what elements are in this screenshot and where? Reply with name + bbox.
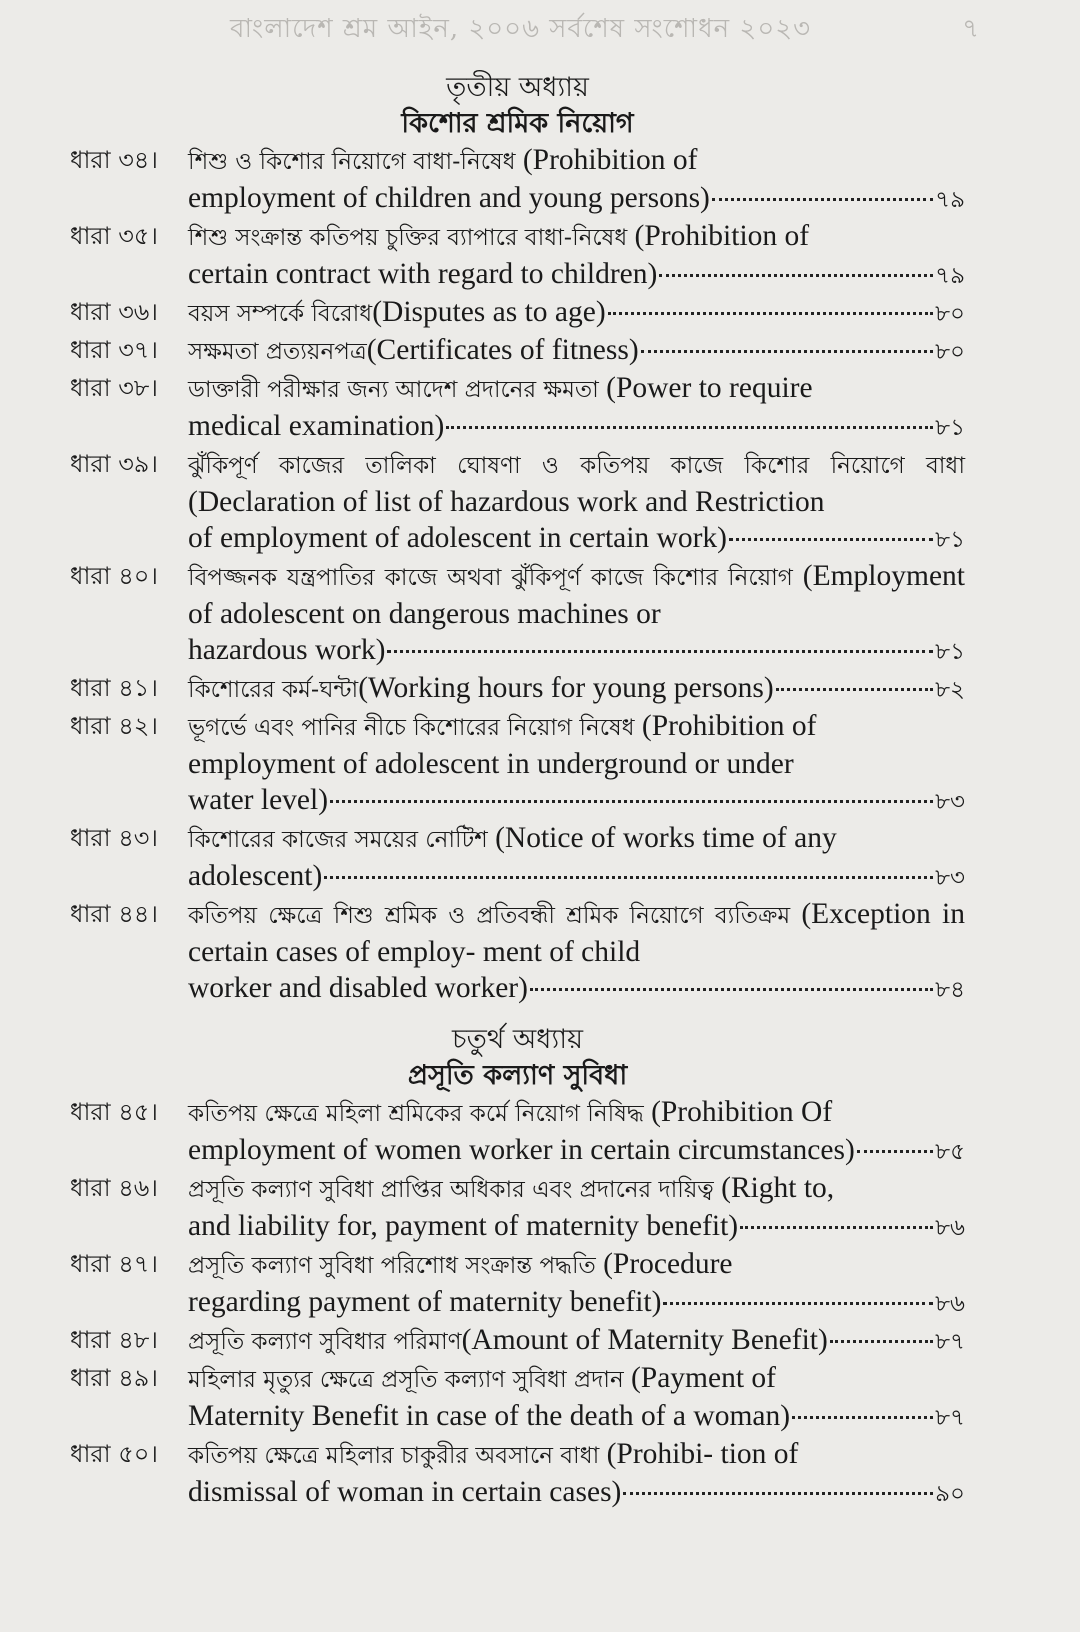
entry-first-line — [188, 1170, 965, 1208]
section-number: ধারা ৪৪। — [70, 900, 158, 928]
section-number: ধারা ৪১। — [70, 674, 158, 702]
entry-bengali-title: মহিলার মৃত্যুর ক্ষেত্রে প্রসূতি কল্যাণ সুবিধা প্রদান — [188, 1367, 631, 1393]
entry-last-line — [188, 1284, 965, 1322]
chapter-4-entries — [70, 1094, 965, 1512]
entry-text — [188, 1360, 965, 1436]
entry-line: regarding payment of maternity benefit) — [188, 1286, 662, 1318]
entry-last-line — [188, 782, 965, 820]
toc-entry — [70, 446, 965, 558]
chapter-3-title: কিশোর শ্রমিক নিয়োগ — [401, 108, 634, 139]
dot-leader — [387, 650, 933, 653]
entry-bengali-title: শিশু সংক্রান্ত কতিপয় চুক্তির ব্যাপারে বাধা-নিষেধ — [188, 225, 635, 251]
entry-bengali-title: প্রসূতি কল্যাণ সুবিধার পরিমাণ — [188, 1329, 462, 1355]
page-number: ৭৯ — [935, 187, 965, 213]
entry-last-line — [188, 1208, 965, 1246]
dot-leader — [659, 274, 933, 277]
entry-last-line — [188, 180, 965, 218]
entry-bengali-title: সক্ষমতা প্রত্যয়নপত্র — [188, 339, 367, 365]
entry-line: employment of adolescent in underground or under — [188, 748, 794, 780]
dot-leader — [830, 1340, 933, 1343]
entry-line: dismissal of woman in certain cases) — [188, 1476, 622, 1508]
section-number: ধারা ৩৬। — [70, 298, 158, 326]
page-number: ৮৫ — [935, 1139, 965, 1165]
page-number: ৮৬ — [935, 1291, 965, 1317]
entry-first-line — [188, 1094, 965, 1132]
entry-last-line — [188, 1474, 965, 1512]
entry-bengali-title: ভূগর্ভে এবং পানির নীচে কিশোরের নিয়োগ নিষেধ — [188, 715, 642, 741]
entry-last-line — [188, 970, 965, 1008]
entry-last-line — [188, 1132, 965, 1170]
section-number: ধারা ৩৪। — [70, 146, 158, 174]
entry-last-line — [188, 670, 965, 708]
entry-text — [188, 294, 965, 332]
entry-text — [188, 1170, 965, 1246]
dot-leader — [446, 426, 933, 429]
chapter-3-heading — [70, 70, 965, 142]
entry-line: medical examination) — [188, 410, 445, 442]
entry-first-line — [188, 218, 965, 256]
entry-last-line — [188, 294, 965, 332]
entry-bengali-title: ডাক্তারী পরীক্ষার জন্য আদেশ প্রদানের ক্ষমতা — [188, 377, 607, 403]
toc-entry — [70, 558, 965, 670]
entry-first-line — [188, 1436, 965, 1474]
entry-bengali-title: শিশু ও কিশোর নিয়োগে বাধা-নিষেধ — [188, 149, 523, 175]
entry-english-title: (Notice of works time of any — [495, 822, 837, 854]
toc-entry — [70, 820, 965, 896]
entry-bengali-title: প্রসূতি কল্যাণ সুবিধা পরিশোধ সংক্রান্ত পদ্ধতি — [188, 1253, 604, 1279]
entry-line: employment of women worker in certain circumstances) — [188, 1134, 855, 1166]
entry-last-line — [188, 256, 965, 294]
entry-english-title: (Prohibition of — [522, 144, 698, 176]
dot-leader — [729, 538, 933, 541]
chapter-3-entries — [70, 142, 965, 1008]
toc-entry — [70, 218, 965, 294]
entry-english-title: (Employment of adolescent on dangerous machines or — [188, 560, 965, 630]
entry-text — [188, 558, 965, 670]
entry-text — [188, 332, 965, 370]
entry-english-title: (Prohibition of — [641, 710, 817, 742]
page-number: ৮১ — [935, 415, 965, 441]
entry-line: of employment of adolescent in certain work) — [188, 522, 728, 554]
section-number: ধারা ৫০। — [70, 1440, 158, 1468]
entry-last-line — [188, 1398, 965, 1436]
entry-english-title: (Exception in certain cases of employ- ment of child — [188, 898, 965, 968]
entry-english-title: (Declaration of list of hazardous work and Restriction — [188, 486, 825, 518]
dot-leader — [530, 988, 933, 991]
section-number: ধারা ৪২। — [70, 712, 158, 740]
entry-last-line — [188, 858, 965, 896]
entry-text — [188, 218, 965, 294]
entry-text — [188, 1436, 965, 1512]
entry-last-line — [188, 632, 965, 670]
page-number: ৯০ — [935, 1481, 965, 1507]
dot-leader — [792, 1416, 933, 1419]
page-number: ৮০ — [935, 301, 965, 327]
toc-entry — [70, 896, 965, 1008]
entry-english-title: (Amount of Maternity Benefit) — [461, 1324, 828, 1356]
entry-english-title: (Certificates of fitness) — [366, 334, 639, 366]
page-number: ৮৬ — [935, 1215, 965, 1241]
entry-text — [188, 708, 965, 820]
dot-leader — [712, 198, 933, 201]
section-number: ধারা ৪০। — [70, 562, 158, 590]
toc-entry — [70, 142, 965, 218]
dot-leader — [324, 876, 933, 879]
dot-leader — [608, 312, 933, 315]
entry-last-line — [188, 1322, 965, 1360]
section-number: ধারা ৪৩। — [70, 824, 158, 852]
toc-entry — [70, 370, 965, 446]
toc-entry — [70, 1436, 965, 1512]
section-number: ধারা ৪৭। — [70, 1250, 158, 1278]
chapter-4-title: প্রসূতি কল্যাণ সুবিধা — [407, 1060, 628, 1091]
toc-entry — [70, 670, 965, 708]
dot-leader — [857, 1150, 933, 1153]
page-number: ৮১ — [935, 527, 965, 553]
section-number: ধারা ৪৯। — [70, 1364, 158, 1392]
entry-first-line — [188, 708, 965, 746]
entry-first-line — [188, 446, 965, 520]
entry-text — [188, 820, 965, 896]
chapter-4-label: চতুর্থ অধ্যায় — [452, 1024, 583, 1055]
entry-english-title: (Prohibition Of — [651, 1096, 833, 1128]
section-number: ধারা ৩৮। — [70, 374, 158, 402]
entry-bengali-title: কিশোরের কাজের সময়ের নোটিশ — [188, 827, 496, 853]
toc-entry — [70, 1170, 965, 1246]
running-head — [230, 8, 980, 52]
entry-last-line — [188, 520, 965, 558]
entry-text — [188, 1322, 965, 1360]
entry-line: and liability for, payment of maternity benefit) — [188, 1210, 739, 1242]
entry-bengali-title: কতিপয় ক্ষেত্রে মহিলার চাকুরীর অবসানে বাধা — [188, 1443, 607, 1469]
entry-english-title: (Prohibi- tion of — [606, 1438, 799, 1470]
page-number: ৮১ — [935, 639, 965, 665]
dot-leader — [776, 688, 933, 691]
entry-last-line — [188, 408, 965, 446]
entry-bengali-title: কতিপয় ক্ষেত্রে শিশু শ্রমিক ও প্রতিবন্ধী শ্রমিক নিয়োগে ব্যতিক্রম — [188, 903, 802, 929]
entry-english-title: (Right to, — [721, 1172, 835, 1204]
page-number: ৮০ — [935, 339, 965, 365]
section-number: ধারা ৪৮। — [70, 1326, 158, 1354]
entry-text — [188, 1094, 965, 1170]
toc-entry — [70, 332, 965, 370]
entry-bengali-title: বিপজ্জনক যন্ত্রপাতির কাজে অথবা ঝুঁকিপূর্ণ কাজে কিশোর নিয়োগ — [188, 565, 803, 591]
entry-bengali-title: কিশোরের কর্ম-ঘন্টা — [188, 677, 359, 703]
chapter-4-heading — [70, 1022, 965, 1094]
entry-first-line — [188, 820, 965, 858]
page-number: ৮৪ — [935, 977, 965, 1003]
entry-line: Maternity Benefit in case of the death of a woman) — [188, 1400, 791, 1432]
running-head-page: ৭ — [962, 14, 980, 44]
page-number: ৮২ — [935, 677, 965, 703]
entry-text — [188, 446, 965, 558]
dot-leader — [330, 800, 933, 803]
toc-entry — [70, 708, 965, 820]
entry-english-title: (Disputes as to age) — [372, 296, 606, 328]
section-number: ধারা ৩৯। — [70, 450, 158, 478]
entry-first-line — [188, 370, 965, 408]
section-number: ধারা ৩৫। — [70, 222, 158, 250]
section-number: ধারা ৪৫। — [70, 1098, 158, 1126]
page-number: ৮৭ — [935, 1405, 965, 1431]
entry-last-line — [188, 332, 965, 370]
running-head-title: বাংলাদেশ শ্রম আইন, ২০০৬ সর্বশেষ সংশোধন ২০২৩ — [230, 14, 812, 44]
table-of-contents — [70, 70, 965, 1512]
entry-line: hazardous work) — [188, 634, 386, 666]
entry-first-line — [188, 896, 965, 970]
chapter-3-label: তৃতীয় অধ্যায় — [446, 72, 589, 103]
entry-bengali-title: প্রসূতি কল্যাণ সুবিধা প্রাপ্তির অধিকার এবং প্রদানের দায়িত্ব — [188, 1177, 722, 1203]
toc-entry — [70, 1360, 965, 1436]
dot-leader — [663, 1302, 933, 1305]
entry-text — [188, 142, 965, 218]
entry-text — [188, 896, 965, 1008]
page-number: ৭৯ — [935, 263, 965, 289]
entry-line: certain contract with regard to children) — [188, 258, 658, 290]
entry-english-title: (Procedure — [603, 1248, 733, 1280]
page-number: ৮৩ — [935, 865, 965, 891]
entry-first-line — [188, 142, 965, 180]
entry-bengali-title: বয়স সম্পর্কে বিরোধ — [188, 301, 373, 327]
entry-english-title: (Payment of — [630, 1362, 776, 1394]
toc-entry — [70, 1246, 965, 1322]
section-number: ধারা ৩৭। — [70, 336, 158, 364]
entry-text — [188, 1246, 965, 1322]
page-number: ৮৭ — [935, 1329, 965, 1355]
entry-english-title: (Power to require — [606, 372, 813, 404]
dot-leader — [740, 1226, 933, 1229]
entry-bengali-title: ঝুঁকিপূর্ণ কাজের তালিকা ঘোষণা ও কতিপয় কাজে কিশোর নিয়োগে বাধা — [188, 453, 965, 479]
section-number: ধারা ৪৬। — [70, 1174, 158, 1202]
entry-line: water level) — [188, 784, 329, 816]
page-number: ৮৩ — [935, 789, 965, 815]
dot-leader — [641, 350, 933, 353]
toc-entry — [70, 1094, 965, 1170]
entry-line: employment of children and young persons) — [188, 182, 710, 214]
entry-first-line — [188, 1360, 965, 1398]
entry-bengali-title: কতিপয় ক্ষেত্রে মহিলা শ্রমিকের কর্মে নিয়োগ নিষিদ্ধ — [188, 1101, 652, 1127]
entry-line: worker and disabled worker) — [188, 972, 528, 1004]
entry-first-line — [188, 1246, 965, 1284]
entry-text — [188, 670, 965, 708]
toc-entry — [70, 294, 965, 332]
entry-english-title: (Prohibition of — [634, 220, 810, 252]
entry-line: adolescent) — [188, 860, 323, 892]
entry-text — [188, 370, 965, 446]
entry-english-title: (Working hours for young persons) — [358, 672, 774, 704]
entry-first-line — [188, 558, 965, 632]
dot-leader — [623, 1492, 933, 1495]
toc-entry — [70, 1322, 965, 1360]
